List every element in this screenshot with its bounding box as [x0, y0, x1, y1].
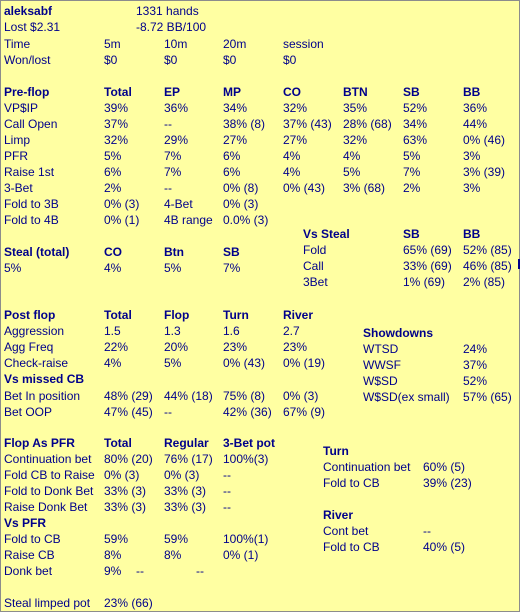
- stat-label: Donk bet: [4, 564, 53, 578]
- stat-label: Check-raise: [4, 356, 69, 370]
- flop-pfr-header: Regular: [164, 436, 209, 450]
- river-title: River: [323, 508, 354, 522]
- steal-header: CO: [104, 245, 122, 259]
- stat-label: Call: [303, 259, 324, 273]
- time-label: Time: [4, 37, 31, 51]
- turn-title: Turn: [323, 444, 349, 458]
- stat-value: 32%: [283, 101, 308, 115]
- stat-value: 0% (19): [283, 356, 326, 370]
- stat-value: --: [196, 564, 204, 578]
- stat-value: 6%: [223, 165, 241, 179]
- stat-value: 33% (3): [164, 484, 207, 498]
- stat-value: 27%: [283, 133, 308, 147]
- wonlost-value: $0: [104, 53, 118, 67]
- stat-value: 0% (3): [223, 197, 259, 211]
- stat-value: 37% (43): [283, 117, 332, 131]
- stat-value: 3% (68): [343, 181, 386, 195]
- stat-label: Fold: [303, 243, 327, 257]
- stat-value: 0% (3): [164, 468, 200, 482]
- stat-label: Continuation bet: [4, 452, 92, 466]
- stat-value: 2%: [403, 181, 421, 195]
- steal-header: Btn: [164, 245, 184, 259]
- stat-value: 57% (65): [463, 390, 512, 404]
- time-col-10m: 10m: [164, 37, 188, 51]
- vs-pfr-title: Vs PFR: [4, 516, 47, 530]
- flop-pfr-title: Flop As PFR: [4, 436, 75, 450]
- steal-limped-pot-label: Steal limped pot: [4, 596, 91, 610]
- stat-value: 1% (69): [403, 275, 446, 289]
- stat-value: 76% (17): [164, 452, 213, 466]
- stat-value: 52%: [463, 374, 488, 388]
- stat-value: 0% (43): [283, 181, 326, 195]
- stat-value: --: [423, 524, 431, 538]
- stat-label: Fold to CB: [323, 476, 380, 490]
- stat-value: 65% (69): [403, 243, 452, 257]
- stat-value: 42% (36): [223, 405, 272, 419]
- stat-value: 100%(3): [223, 452, 269, 466]
- wonlost-value: $0: [164, 53, 178, 67]
- stat-value: 2% (85): [463, 275, 506, 289]
- stat-value: 5%: [403, 149, 421, 163]
- stat-value: 0% (3): [104, 468, 140, 482]
- stat-value: 23%: [283, 340, 308, 354]
- vs-steal-header: SB: [403, 227, 420, 241]
- stat-value: 0% (43): [223, 356, 266, 370]
- preflop-header: BTN: [343, 85, 368, 99]
- stat-value: 2%: [104, 181, 122, 195]
- stat-value: 35%: [343, 101, 368, 115]
- stat-value: 34%: [223, 101, 248, 115]
- steal-total: 5%: [4, 261, 22, 275]
- stat-label: Fold to CB: [323, 540, 380, 554]
- stat-value: --: [223, 500, 231, 514]
- stat-label: WWSF: [363, 358, 401, 372]
- stat-label: VP$IP: [4, 101, 39, 115]
- stat-value: 0% (1): [223, 548, 259, 562]
- stat-value: 24%: [463, 342, 488, 356]
- stat-label: WTSD: [363, 342, 399, 356]
- stat-label: Raise Donk Bet: [4, 500, 88, 514]
- stat-value: 52%: [403, 101, 428, 115]
- postflop-header: Turn: [223, 308, 249, 322]
- stat-value: 6%: [104, 165, 122, 179]
- stat-value: 52% (85): [463, 243, 512, 257]
- vs-missed-cb-title: Vs missed CB: [4, 372, 85, 386]
- stat-label: Bet OOP: [4, 405, 53, 419]
- stat-label: W$SD: [363, 374, 398, 388]
- stat-value: 0% (3): [104, 197, 140, 211]
- player-name: aleksabf: [4, 4, 53, 18]
- stat-value: 33% (3): [104, 500, 147, 514]
- stat-label: 3-Bet: [4, 181, 33, 195]
- stat-value: 2.7: [283, 324, 300, 338]
- stat-label: Raise CB: [4, 548, 55, 562]
- steal-limped-pot-value: 23% (66): [104, 596, 153, 610]
- stat-label: W$SD(ex small): [363, 390, 450, 404]
- stat-value: 0% (3): [283, 389, 319, 403]
- stat-value: 7%: [164, 165, 182, 179]
- stat-value: 3%: [463, 181, 481, 195]
- wonlost-value: $0: [223, 53, 237, 67]
- stat-value: --: [223, 468, 231, 482]
- stat-value: --: [164, 117, 172, 131]
- stat-value: 37%: [104, 117, 129, 131]
- stat-value: 59%: [164, 532, 189, 546]
- flop-pfr-header: Total: [104, 436, 132, 450]
- stat-value: 4%: [343, 149, 361, 163]
- stat-value: 3% (39): [463, 165, 506, 179]
- stat-value: 23%: [223, 340, 248, 354]
- stat-label: Continuation bet: [323, 460, 411, 474]
- stat-value: 7%: [403, 165, 421, 179]
- stat-value: 22%: [104, 340, 129, 354]
- stat-value: 8%: [164, 548, 182, 562]
- stat-value: 33% (69): [403, 259, 452, 273]
- stat-value: 63%: [403, 133, 428, 147]
- bb-per-100: -8.72 BB/100: [136, 20, 207, 34]
- stat-value: 33% (3): [164, 500, 207, 514]
- stat-value: 0% (8): [223, 181, 259, 195]
- postflop-header: Flop: [164, 308, 190, 322]
- stat-value: 1.3: [164, 324, 181, 338]
- stat-value: 8%: [104, 548, 122, 562]
- lost-amount: Lost $2.31: [4, 20, 61, 34]
- stat-value: 36%: [164, 101, 189, 115]
- stat-value: 47% (45): [104, 405, 153, 419]
- preflop-header: Total: [104, 85, 132, 99]
- vs-steal-header: BB: [463, 227, 481, 241]
- stat-value: 5%: [343, 165, 361, 179]
- stat-value: 38% (8): [223, 117, 266, 131]
- stat-value: 1.6: [223, 324, 240, 338]
- stat-value: 29%: [164, 133, 189, 147]
- stat-value: 9%: [104, 564, 122, 578]
- stat-label: Fold CB to Raise: [4, 468, 95, 482]
- time-col-session: session: [283, 37, 324, 51]
- stat-value: 44%: [463, 117, 488, 131]
- stat-value: 36%: [463, 101, 488, 115]
- preflop-title: Pre-flop: [4, 85, 50, 99]
- flop-pfr-header: 3-Bet pot: [223, 436, 275, 450]
- stat-value: 34%: [403, 117, 428, 131]
- stat-value: 5%: [104, 149, 122, 163]
- stat-value: 44% (18): [164, 389, 213, 403]
- hands-count: 1331 hands: [136, 4, 199, 18]
- stat-label: Agg Freq: [4, 340, 54, 354]
- stat-value: 6%: [223, 149, 241, 163]
- steal-title: Steal (total): [4, 245, 70, 259]
- stat-value: 46% (85): [463, 259, 512, 273]
- preflop-header: CO: [283, 85, 301, 99]
- stat-value: 60% (5): [423, 460, 466, 474]
- stat-value: 4%: [283, 165, 301, 179]
- steal-header: SB: [223, 245, 240, 259]
- preflop-header: SB: [403, 85, 420, 99]
- stat-label: Fold to CB: [4, 532, 61, 546]
- postflop-title: Post flop: [4, 308, 56, 322]
- stat-label: Bet In position: [4, 389, 81, 403]
- stat-value: 27%: [223, 133, 248, 147]
- stat-label: Fold to 4B: [4, 213, 59, 227]
- stat-value: 20%: [164, 340, 189, 354]
- stat-value: 59%: [104, 532, 129, 546]
- stat-label: PFR: [4, 149, 28, 163]
- postflop-header: Total: [104, 308, 132, 322]
- stat-label: 4-Bet: [164, 197, 193, 211]
- wonlost-label: Won/lost: [4, 53, 51, 67]
- stat-value: 4%: [283, 149, 301, 163]
- time-col-5m: 5m: [104, 37, 121, 51]
- stat-label: Fold to 3B: [4, 197, 59, 211]
- postflop-header: River: [283, 308, 314, 322]
- wonlost-value: $0: [283, 53, 297, 67]
- stat-value: --: [164, 181, 172, 195]
- stat-value: 67% (9): [283, 405, 326, 419]
- stat-value: 39% (23): [423, 476, 472, 490]
- stat-value: 5%: [164, 356, 182, 370]
- stat-label: Limp: [4, 133, 31, 147]
- stat-value: --: [136, 564, 144, 578]
- stat-value: 5%: [164, 261, 182, 275]
- preflop-header: MP: [223, 85, 241, 99]
- stat-value: 40% (5): [423, 540, 466, 554]
- stat-value: 3%: [463, 149, 481, 163]
- stat-value: 33% (3): [104, 484, 147, 498]
- stat-value: 48% (29): [104, 389, 153, 403]
- stat-value: 7%: [223, 261, 241, 275]
- stat-value: 39%: [104, 101, 129, 115]
- stat-value: 1.5: [104, 324, 121, 338]
- stat-label: Cont bet: [323, 524, 369, 538]
- stat-label: Raise 1st: [4, 165, 55, 179]
- stat-value: 100%(1): [223, 532, 269, 546]
- stat-value: 7%: [164, 149, 182, 163]
- stat-value: 28% (68): [343, 117, 392, 131]
- stat-value: 75% (8): [223, 389, 266, 403]
- stat-value: 4%: [104, 261, 122, 275]
- showdowns-title: Showdowns: [363, 326, 433, 340]
- stat-value: 80% (20): [104, 452, 153, 466]
- stat-value: 0% (1): [104, 213, 140, 227]
- stat-label: Call Open: [4, 117, 58, 131]
- stat-value: 32%: [104, 133, 129, 147]
- stat-value: --: [223, 484, 231, 498]
- stat-label: 3Bet: [303, 275, 328, 289]
- stat-value: 32%: [343, 133, 368, 147]
- stat-value: 0% (46): [463, 133, 506, 147]
- stat-value: 4%: [104, 356, 122, 370]
- stat-value: 0.0% (3): [223, 213, 269, 227]
- stat-label: Aggression: [4, 324, 65, 338]
- stat-label: Fold to Donk Bet: [4, 484, 94, 498]
- stat-value: 37%: [463, 358, 488, 372]
- preflop-header: BB: [463, 85, 481, 99]
- stat-value: --: [164, 405, 172, 419]
- stat-label: 4B range: [164, 213, 213, 227]
- time-col-20m: 20m: [223, 37, 247, 51]
- vs-steal-title: Vs Steal: [303, 227, 350, 241]
- preflop-header: EP: [164, 85, 181, 99]
